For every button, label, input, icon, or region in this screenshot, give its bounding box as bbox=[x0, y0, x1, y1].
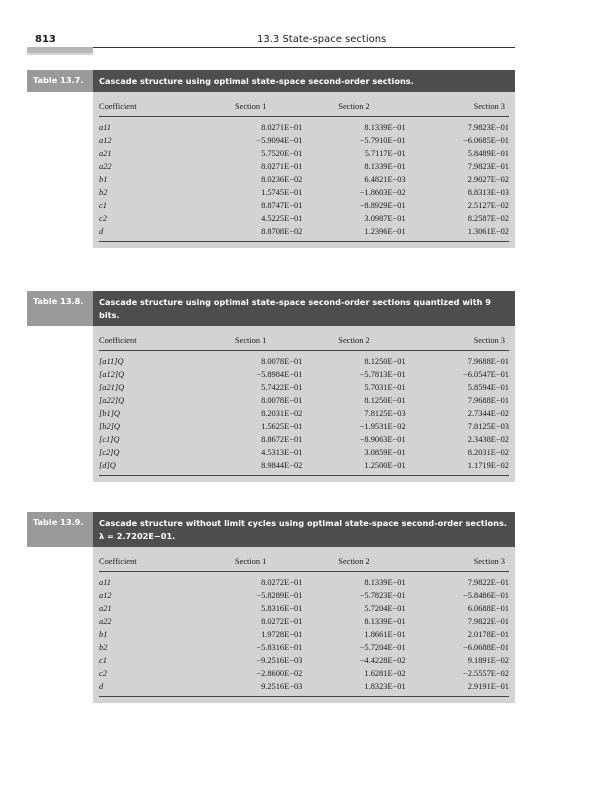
cell: 8.1250E−01 bbox=[364, 357, 406, 366]
column-header: Coefficient bbox=[99, 96, 199, 117]
cell: 1.2500E−01 bbox=[302, 459, 405, 476]
column-header: Section 3 bbox=[406, 330, 509, 351]
table-row bbox=[99, 134, 509, 147]
cell: [a11]Q bbox=[99, 357, 124, 366]
cell: c1 bbox=[99, 201, 107, 210]
cell: 4.5225E−01 bbox=[261, 214, 303, 223]
column-header: Section 3 bbox=[406, 551, 509, 572]
cell: [a22]Q bbox=[99, 396, 125, 405]
cell: a21 bbox=[99, 604, 112, 613]
table-row bbox=[99, 407, 509, 420]
coefficient-table bbox=[99, 330, 509, 476]
cell: 8.8708E−02 bbox=[199, 225, 302, 242]
cell: 5.8489E−01 bbox=[467, 149, 509, 158]
cell: 1.2396E−01 bbox=[302, 225, 405, 242]
cell: 8.0271E−01 bbox=[261, 162, 303, 171]
table-row bbox=[99, 615, 509, 628]
cell: 1.8661E−01 bbox=[364, 630, 406, 639]
table-row bbox=[99, 351, 509, 369]
caption-line: Cascade structure using optimal state-space second-order sections. bbox=[99, 76, 414, 86]
cell: 2.3438E−02 bbox=[467, 435, 509, 444]
cell: 2.0178E−01 bbox=[467, 630, 509, 639]
cell: 7.8125E−03 bbox=[467, 422, 509, 431]
cell: [b1]Q bbox=[99, 409, 120, 418]
cell: 5.7031E−01 bbox=[364, 383, 406, 392]
cell: 3.0987E−01 bbox=[364, 214, 406, 223]
cell: a12 bbox=[99, 591, 112, 600]
table-row bbox=[99, 199, 509, 212]
cell: 2.9191E−01 bbox=[406, 680, 509, 697]
table-row bbox=[99, 420, 509, 433]
cell: 1.5625E−01 bbox=[261, 422, 303, 431]
table-heading bbox=[27, 512, 515, 547]
cell: b2 bbox=[99, 643, 108, 652]
cell: b2 bbox=[99, 188, 108, 197]
cell: d bbox=[99, 225, 199, 242]
cell: 2.9027E−02 bbox=[467, 175, 509, 184]
table-row bbox=[99, 433, 509, 446]
cell: 2.5127E−02 bbox=[467, 201, 509, 210]
cell: −5.9094E−01 bbox=[256, 136, 303, 145]
cell: d bbox=[99, 680, 199, 697]
cell: 1.8323E−01 bbox=[302, 680, 405, 697]
cell: 1.6281E−02 bbox=[364, 669, 406, 678]
cell: 8.1339E−01 bbox=[364, 123, 406, 132]
column-header: Coefficient bbox=[99, 330, 199, 351]
table-caption bbox=[93, 70, 515, 92]
cell: −8.8929E−01 bbox=[359, 201, 406, 210]
cell: 8.0271E−01 bbox=[261, 123, 303, 132]
cell: 7.9823E−01 bbox=[467, 162, 509, 171]
cell: 9.1891E−02 bbox=[467, 656, 509, 665]
page-header bbox=[27, 26, 515, 46]
cell: b1 bbox=[99, 175, 108, 184]
cell: −4.4228E−02 bbox=[359, 656, 406, 665]
cell: 5.7117E−01 bbox=[364, 149, 406, 158]
cell: 8.0078E−01 bbox=[261, 357, 303, 366]
table-row bbox=[99, 654, 509, 667]
cell: 1.9728E−01 bbox=[261, 630, 303, 639]
table-row bbox=[99, 459, 509, 476]
table-label: Table 13.9. bbox=[27, 512, 93, 547]
table-heading bbox=[27, 70, 515, 92]
table-body bbox=[93, 326, 515, 482]
cell: 7.9823E−01 bbox=[467, 123, 509, 132]
cell: 2.7344E−02 bbox=[467, 409, 509, 418]
cell: 8.0236E−02 bbox=[261, 175, 303, 184]
table-heading bbox=[27, 291, 515, 326]
cell: 7.9688E−01 bbox=[467, 357, 509, 366]
cell: 5.8316E−01 bbox=[261, 604, 303, 613]
table-row bbox=[99, 212, 509, 225]
cell: −6.0685E−01 bbox=[463, 136, 509, 145]
cell: −5.7823E−01 bbox=[359, 591, 406, 600]
cell: −9.2516E−03 bbox=[256, 656, 303, 665]
table-row bbox=[99, 147, 509, 160]
cell: 7.9688E−01 bbox=[467, 396, 509, 405]
cell: [b2]Q bbox=[99, 422, 120, 431]
cell: [c1]Q bbox=[99, 435, 120, 444]
table-row bbox=[99, 381, 509, 394]
table-row bbox=[99, 589, 509, 602]
cell: 8.8672E−01 bbox=[261, 435, 303, 444]
cell: 5.7422E−01 bbox=[261, 383, 303, 392]
table-row bbox=[99, 173, 509, 186]
cell: 5.8594E−01 bbox=[467, 383, 509, 392]
column-header: Section 1 bbox=[199, 96, 302, 117]
cell: −5.8984E−01 bbox=[256, 370, 303, 379]
cell: −5.8289E−01 bbox=[256, 591, 303, 600]
cell: c2 bbox=[99, 214, 107, 223]
cell: −2.5557E−02 bbox=[463, 669, 509, 678]
cell: c1 bbox=[99, 656, 107, 665]
cell: 6.4821E−03 bbox=[364, 175, 406, 184]
caption-line-2: λ = 2.7202E−01. bbox=[99, 531, 176, 541]
cell: −5.7204E−01 bbox=[359, 643, 406, 652]
table-caption bbox=[93, 512, 515, 547]
cell: 8.0078E−01 bbox=[261, 396, 303, 405]
table-row bbox=[99, 186, 509, 199]
cell: 5.7204E−01 bbox=[364, 604, 406, 613]
cell: −5.7910E−01 bbox=[359, 136, 406, 145]
cell: 8.8747E−01 bbox=[261, 201, 303, 210]
page-number: 813 bbox=[35, 34, 56, 45]
cell: 8.1339E−01 bbox=[364, 162, 406, 171]
cell: 7.8125E−03 bbox=[364, 409, 406, 418]
cell: −6.0688E−01 bbox=[463, 643, 509, 652]
cell: 8.1339E−01 bbox=[364, 617, 406, 626]
cell: −1.8603E−02 bbox=[359, 188, 406, 197]
cell: 1.5745E−01 bbox=[261, 188, 303, 197]
cell: 1.3061E−02 bbox=[406, 225, 509, 242]
table-13-9 bbox=[27, 512, 515, 703]
table-row bbox=[99, 225, 509, 242]
cell: b1 bbox=[99, 630, 108, 639]
column-header: Section 2 bbox=[302, 330, 405, 351]
cell: a22 bbox=[99, 617, 112, 626]
table-13-8 bbox=[27, 291, 515, 482]
header-row bbox=[99, 330, 509, 351]
header-row bbox=[99, 551, 509, 572]
table-row bbox=[99, 602, 509, 615]
table-13-7 bbox=[27, 70, 515, 248]
table-body bbox=[93, 92, 515, 248]
table-row bbox=[99, 667, 509, 680]
cell: −1.9531E−02 bbox=[359, 422, 406, 431]
cell: −5.7813E−01 bbox=[359, 370, 406, 379]
column-header: Coefficient bbox=[99, 551, 199, 572]
cell: −5.8316E−01 bbox=[256, 643, 303, 652]
table-label: Table 13.7. bbox=[27, 70, 93, 92]
cell: [a21]Q bbox=[99, 383, 125, 392]
header-rule bbox=[70, 47, 515, 48]
cell: a11 bbox=[99, 123, 111, 132]
header-row bbox=[99, 96, 509, 117]
cell: −8.9063E−01 bbox=[359, 435, 406, 444]
cell: 8.0272E−01 bbox=[261, 578, 303, 587]
cell: 7.9822E−01 bbox=[467, 617, 509, 626]
cell: 8.8313E−03 bbox=[467, 188, 509, 197]
cell: 8.0272E−01 bbox=[261, 617, 303, 626]
table-row bbox=[99, 368, 509, 381]
coefficient-table bbox=[99, 551, 509, 697]
cell: 8.1339E−01 bbox=[364, 578, 406, 587]
table-label: Table 13.8. bbox=[27, 291, 93, 326]
cell: [c2]Q bbox=[99, 448, 120, 457]
cell: 9.2516E−03 bbox=[199, 680, 302, 697]
cell: 8.1250E−01 bbox=[364, 396, 406, 405]
column-header: Section 2 bbox=[302, 551, 405, 572]
table-caption bbox=[93, 291, 515, 326]
caption-line: Cascade structure using optimal state-space second-order sections quantized with 9 bits. bbox=[99, 297, 491, 320]
table-row bbox=[99, 680, 509, 697]
cell: 5.7520E−01 bbox=[261, 149, 303, 158]
cell: 8.9844E−02 bbox=[199, 459, 302, 476]
cell: a12 bbox=[99, 136, 112, 145]
column-header: Section 2 bbox=[302, 96, 405, 117]
table-row bbox=[99, 160, 509, 173]
cell: 8.2587E−02 bbox=[467, 214, 509, 223]
column-header: Section 1 bbox=[199, 330, 302, 351]
cell: −2.8600E−02 bbox=[256, 669, 303, 678]
cell: −6.0547E−01 bbox=[463, 370, 509, 379]
cell: 6.0688E−01 bbox=[467, 604, 509, 613]
table-row bbox=[99, 572, 509, 590]
cell: 4.5313E−01 bbox=[261, 448, 303, 457]
coefficient-table bbox=[99, 96, 509, 242]
running-head: 13.3 State-space sections bbox=[257, 34, 387, 45]
cell: 3.0859E−01 bbox=[364, 448, 406, 457]
table-row bbox=[99, 641, 509, 654]
caption-line: Cascade structure without limit cycles using optimal state-space second-order sections. bbox=[99, 518, 507, 528]
cell: c2 bbox=[99, 669, 107, 678]
table-row bbox=[99, 628, 509, 641]
cell: a22 bbox=[99, 162, 112, 171]
cell: [d]Q bbox=[99, 459, 199, 476]
cell: 7.9822E−01 bbox=[467, 578, 509, 587]
cell: 1.1719E−02 bbox=[406, 459, 509, 476]
cell: 8.2031E−02 bbox=[467, 448, 509, 457]
cell: [a12]Q bbox=[99, 370, 125, 379]
column-header: Section 3 bbox=[406, 96, 509, 117]
table-row bbox=[99, 446, 509, 459]
cell: a11 bbox=[99, 578, 111, 587]
table-row bbox=[99, 117, 509, 135]
cell: 8.2031E−02 bbox=[261, 409, 303, 418]
cell: a21 bbox=[99, 149, 112, 158]
header-tab-shade bbox=[27, 53, 93, 55]
table-body bbox=[93, 547, 515, 703]
table-row bbox=[99, 394, 509, 407]
column-header: Section 1 bbox=[199, 551, 302, 572]
cell: −5.8486E−01 bbox=[463, 591, 509, 600]
